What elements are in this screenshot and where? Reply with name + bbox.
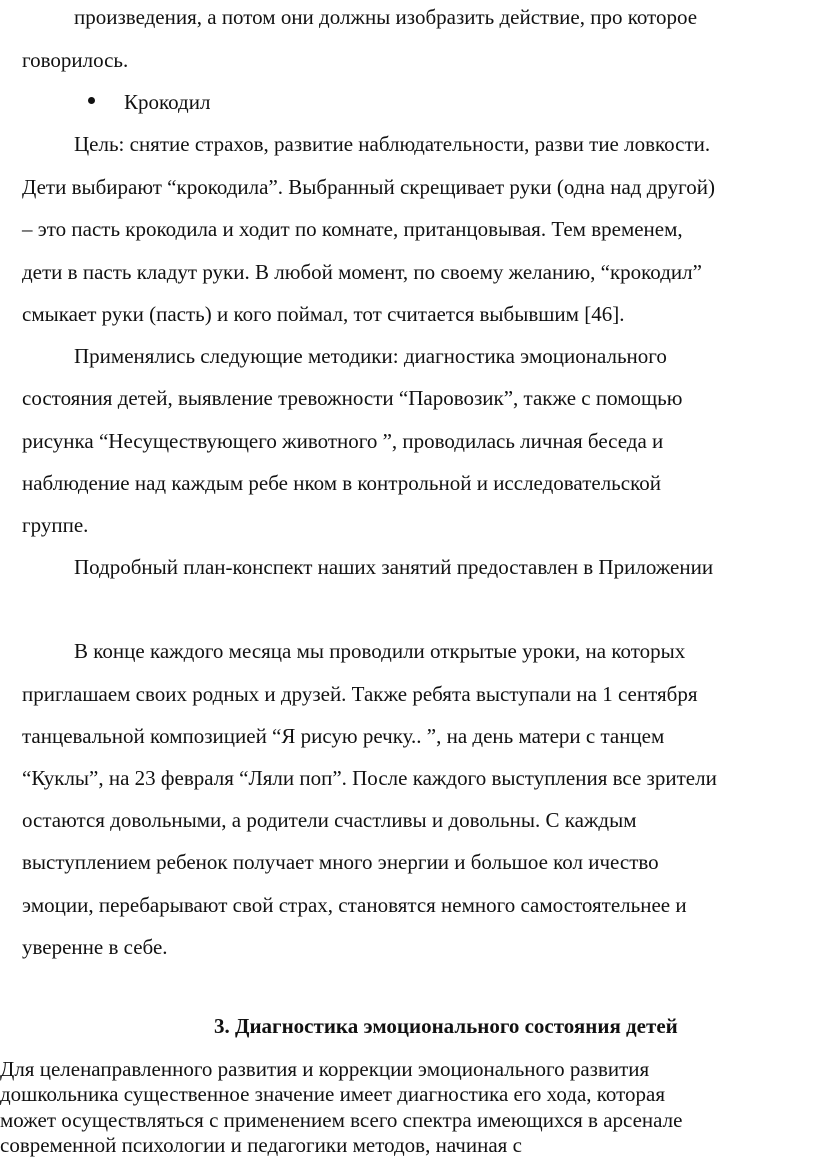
text-line: эмоции, перебарывают свой страх, становятся немного самостоятельнее и: [22, 893, 687, 917]
section-heading: 3. Диагностика эмоционального состояния детей: [214, 1014, 678, 1038]
text-line: Подробный план-конспект наших занятий предоставлен в Приложении: [74, 555, 714, 579]
text-line: Применялись следующие методики: диагностика эмоционального: [74, 344, 667, 368]
text-line: – это пасть крокодила и ходит по комнате, пританцовывая. Тем временем,: [22, 217, 683, 241]
text-line: остаются довольными, а родители счастливы и довольны. С каждым: [22, 808, 637, 832]
text-line: современной психологии и педагогики методов, начиная с: [0, 1133, 522, 1157]
text-line: произведения, а потом они должны изобразить действие, про которое: [74, 5, 698, 29]
text-line: Цель: снятие страхов, развитие наблюдательности, разви тие ловкости.: [74, 132, 711, 156]
text-line: танцевальной композицией “Я рисую речку.. ”, на день матери с танцем: [22, 724, 665, 748]
text-line: Для целенаправленного развития и коррекции эмоционального развития: [0, 1057, 650, 1081]
text-line: группе.: [22, 513, 89, 537]
text-line: дошкольника существенное значение имеет диагностика его хода, которая: [0, 1082, 666, 1106]
list-item-label: Крокодил: [124, 90, 211, 114]
text-line: выступлением ребенок получает много энергии и большое кол ичество: [22, 850, 659, 874]
text-line: Дети выбирают “крокодила”. Выбранный скрещивает руки (одна над другой): [22, 175, 715, 199]
text-line: уверенне в себе.: [22, 935, 168, 959]
text-line: В конце каждого месяца мы проводили открытые уроки, на которых: [74, 639, 686, 663]
bullet-icon: [88, 97, 95, 104]
text-line: состояния детей, выявление тревожности “Паровозик”, также с помощью: [22, 386, 683, 410]
text-line: говорилось.: [22, 48, 129, 72]
text-line: может осуществляться с применением всего спектра имеющихся в арсенале: [0, 1108, 683, 1132]
text-line: приглашаем своих родных и друзей. Также ребята выступали на 1 сентября: [22, 682, 698, 706]
text-line: смыкает руки (пасть) и кого поймал, тот считается выбывшим [46].: [22, 302, 625, 326]
text-line: рисунка “Несуществующего животного ”, проводилась личная беседа и: [22, 429, 664, 453]
text-line: “Куклы”, на 23 февраля “Ляли поп”. После каждого выступления все зрители: [22, 766, 717, 790]
text-line: наблюдение над каждым ребе нком в контрольной и исследовательской: [22, 471, 661, 495]
text-line: дети в пасть кладут руки. В любой момент, по своему желанию, “крокодил”: [22, 260, 702, 284]
